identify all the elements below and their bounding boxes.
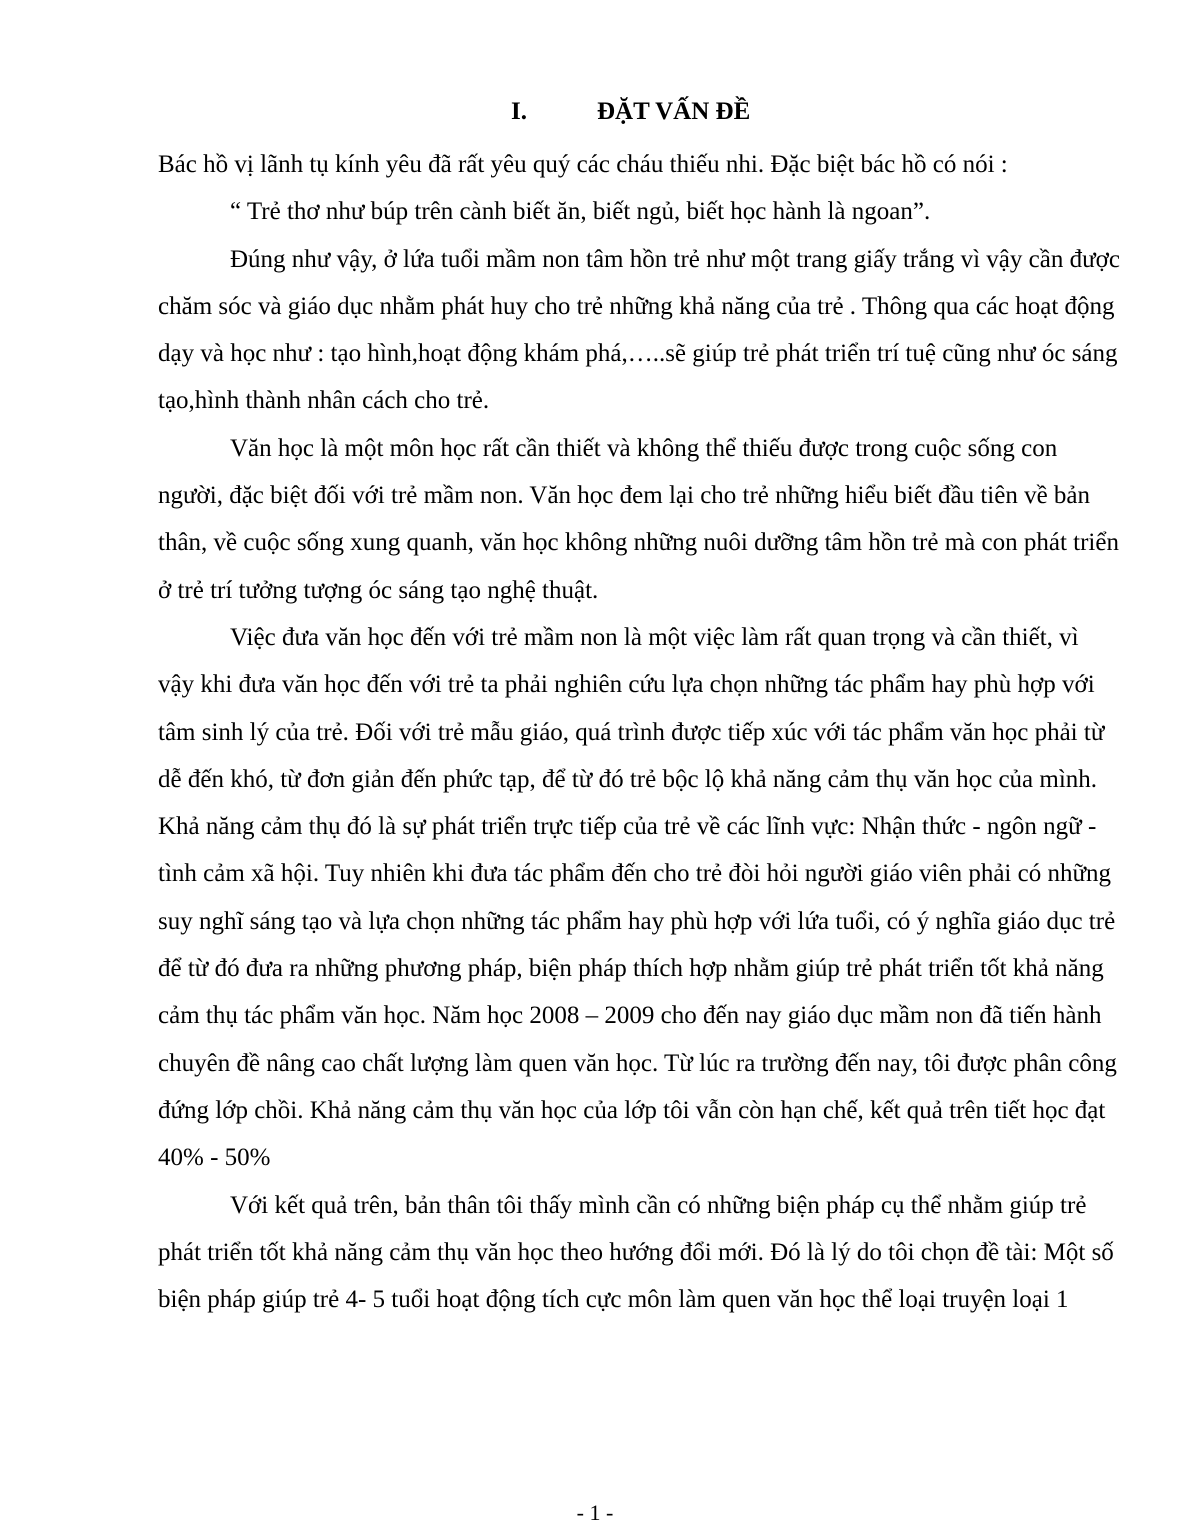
paragraph-quote: “ Trẻ thơ như búp trên cành biết ăn, biết ngủ, biết học hành là ngoan”.: [230, 198, 931, 226]
paragraph: Đúng như vậy, ở lứa tuổi mầm non tâm hồn trẻ như một trang giấy trắng vì vậy cần được chăm sóc và giáo dục nhằm phát huy cho trẻ những khả năng của trẻ . Thông qua các hoạt động dạy và học như : tạo hình,hoạt động khám phá,…..sẽ giúp trẻ phát triển trí tuệ cũng như óc sáng tạo,hình thành nhân cách cho trẻ.: [158, 245, 1120, 415]
section-heading: [0, 92, 1190, 132]
paragraph: Văn học là một môn học rất cần thiết và không thể thiếu được trong cuộc sống con người, đặc biệt đối với trẻ mầm non. Văn học đem lại cho trẻ những hiểu biết đầu tiên về bản thân, về cuộc sống xung quanh, văn học không những nuôi dưỡng tâm hồn trẻ mà con phát triển ở trẻ trí tưởng tượng óc sáng tạo nghệ thuật.: [158, 434, 1119, 604]
paragraph: Với kết quả trên, bản thân tôi thấy mình cần có những biện pháp cụ thể nhằm giúp trẻ phát triển tốt khả năng cảm thụ văn học theo hướng đổi mới. Đó là lý do tôi chọn đề tài: Một số biện pháp giúp trẻ 4- 5 tuổi hoạt động tích cực môn làm quen văn học thể loại truyện loại 1: [158, 1191, 1114, 1314]
section-title: ĐẶT VẤN ĐỀ: [597, 98, 751, 125]
paragraph: Việc đưa văn học đến với trẻ mầm non là một việc làm rất quan trọng và cần thiết, vì vậy khi đưa văn học đến với trẻ ta phải nghiên cứu lựa chọn những tác phẩm hay phù hợp với tâm sinh lý của trẻ. Đối với trẻ mẫu giáo, quá trình được tiếp xúc với tác phẩm văn học phải từ dễ đến khó, từ đơn giản đến phức tạp, để từ đó trẻ bộc lộ khả năng cảm thụ văn học của mình. Khả năng cảm thụ đó là sự phát triển trực tiếp của trẻ về các lĩnh vực: Nhận thức - ngôn ngữ - tình cảm xã hội. Tuy nhiên khi đưa tác phẩm đến cho trẻ đòi hỏi người giáo viên phải có những suy nghĩ sáng tạo và lựa chọn những tác phẩm hay phù hợp với lứa tuổi, có ý nghĩa giáo dục trẻ để từ đó đưa ra những phương pháp, biện pháp thích hợp nhằm giúp trẻ phát triển tốt khả năng cảm thụ tác phẩm văn học. Năm học 2008 – 2009 cho đến nay giáo dục mầm non đã tiến hành chuyên đề nâng cao chất lượng làm quen văn học. Từ lúc ra trường đến nay, tôi được phân công đứng lớp chồi. Khả năng cảm thụ văn học của lớp tôi vẫn còn hạn chế, kết quả trên tiết học đạt 40% - 50%: [158, 623, 1117, 1172]
section-number: I.: [511, 98, 527, 125]
document-body: [158, 141, 1120, 1323]
paragraph-intro: Bác hồ vị lãnh tụ kính yêu đã rất yêu quý các cháu thiếu nhi. Đặc biệt bác hồ có nói :: [158, 151, 1008, 178]
page-number: - 1 -: [576, 1500, 614, 1525]
